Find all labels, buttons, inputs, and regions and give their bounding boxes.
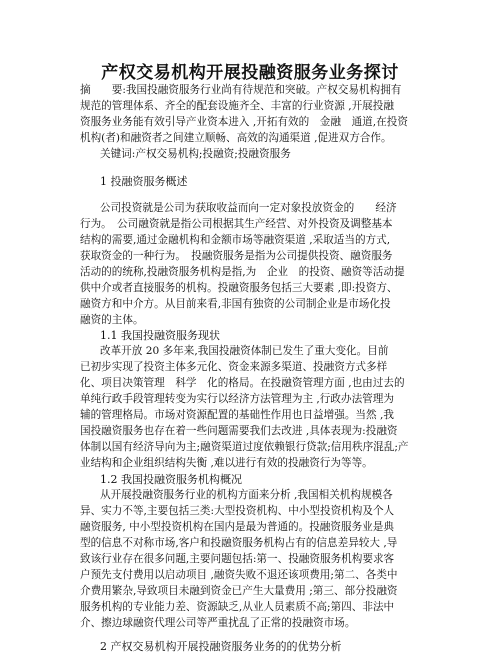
section-heading: 2 产权交易机构开展投融资服务业务的的优势分析 xyxy=(100,640,342,653)
body-line: 改革开放 20 多年来,我国投融资体制已发生了重大变化。目前 xyxy=(100,345,389,357)
subsection-heading: 1.2 我国投融资服务机构概况 xyxy=(100,473,242,486)
body-line: 融资方和中介方。从目前来看,非国有独资的公司制企业是市场化投 xyxy=(80,298,391,310)
body-line: 公司投资就是公司为获取收益而向一定对象投放资金的 经济 xyxy=(100,202,397,214)
body-line: 型的信息不对称市场,客户和投融资服务机构占有的信息差异较大 ,导 xyxy=(80,537,398,549)
body-line: 业结构和企业组织结构失衡 ,难以进行有效的投融资行为等等。 xyxy=(80,457,373,469)
body-line: 结构的需要,通过金融机构和金额市场等融资渠道 ,采取适当的方式, xyxy=(80,234,391,246)
body-line: 从开展投融资服务行业的机构方面来分析 ,我国相关机构规模各 xyxy=(100,489,393,501)
abstract-line: 机构(者)和融资者之间建立顺畅、高效的沟通渠道 ,促进双方合作。 xyxy=(80,132,392,144)
body-line: 介费用繁杂,导致项目未融到资金已产生大量费用 ;第三、部分投融资 xyxy=(80,585,398,597)
body-line: 行为。 公司融资就是指公司根据其生产经营、对外投资及调整基本 xyxy=(80,218,393,230)
body-line: 融资的主体。 xyxy=(80,314,144,326)
body-line: 辅的管理格局。市场对资源配置的基础性作用也日益增强。当然 ,我 xyxy=(80,409,394,421)
abstract-line: 资服务业务能有效引导产业资本进入 ,开拓有效的 金融 通道,在投资 xyxy=(80,116,408,128)
body-line: 已初步实现了投资主体多元化、资金来源多渠道、投融资方式多样 xyxy=(80,361,388,373)
body-line: 致该行业存在很多问题,主要问题包括:第一、投融资服务机构要求客 xyxy=(80,553,395,565)
body-line: 单纯行政手段管理转变为实行以经济方法管理为主 ,行政办法管理为 xyxy=(80,393,394,405)
body-line: 供中介或者直接服务的机构。投融资服务包括三大要素 ,即:投资方、 xyxy=(80,282,398,294)
body-line: 异、实力不等,主要包括三类:大型投资机构、中小型投资机构及个人 xyxy=(80,505,395,517)
section-heading: 1 投融资服务概述 xyxy=(100,175,188,188)
body-line: 活动的的统称,投融资服务机构是指,为 企业 的投资、融资等活动提 xyxy=(80,266,405,278)
body-line: 融资服务, 中小型投资机构在国内是最为普通的。投融资服务业是典 xyxy=(80,521,394,533)
body-line: 介、擦边球融资代理公司等严重扰乱了正常的投融资市场。 xyxy=(80,617,356,629)
body-line: 化、项目决策管理 科学 化的格局。在投融资管理方面 ,也由过去的 xyxy=(80,377,405,389)
body-line: 户预先支付费用以启动项目 ,融资失败不退还该项费用;第二、各类中 xyxy=(80,569,398,581)
keywords: 关键词:产权交易机构;投融资;投融资服务 xyxy=(100,148,291,160)
abstract-line: 摘 要:我国投融资服务行业尚有待规范和突破。产权交易机构拥有 xyxy=(80,84,402,96)
subsection-heading: 1.1 我国投融资服务现状 xyxy=(100,329,220,342)
body-line: 获取资金的一种行为。 投融资服务是指为公司提供投资、融资服务 xyxy=(80,250,393,262)
body-line: 国投融资服务也存在着一些问题需要我们去改进 ,具体表现为:投融资 xyxy=(80,425,398,437)
abstract-line: 规范的管理体系、齐全的配套设施齐全、丰富的行业资源 ,开展投融 xyxy=(80,100,394,112)
body-line: 服务机构的专业能力差、资源缺乏,从业人员素质不高;第四、非法中 xyxy=(80,601,395,613)
page-title: 产权交易机构开展投融资服务业务探讨 xyxy=(101,63,399,83)
body-line: 体制以国有经济导向为主;融资渠道过度依赖银行贷款;信用秩序混乱;产 xyxy=(80,441,409,453)
